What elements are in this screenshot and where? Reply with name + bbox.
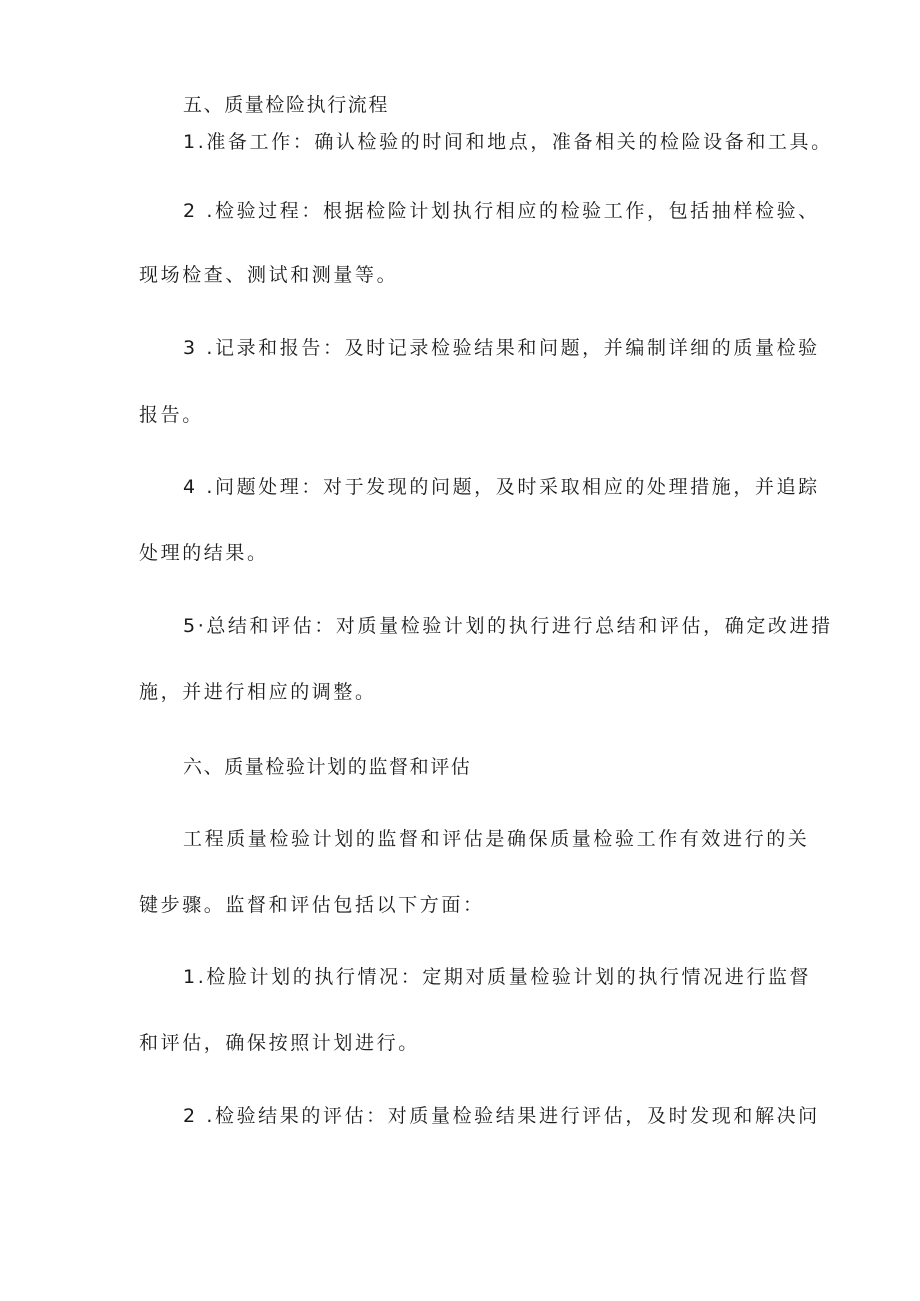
section-5-item-5-line-2: 施，并进行相应的调整。 [139, 681, 377, 703]
section-6-intro-line-1: 工程质量检验计划的监督和评估是确保质量检验工作有效进行的关 [183, 828, 810, 850]
section-5-item-1-line-1: 1.准备工作：确认检验的时间和地点，准备相关的检险设备和工具。 [183, 131, 833, 153]
section-5-item-2-line-1: 2 .检验过程：根据检险计划执行相应的检验工作，包括抽样检验、 [183, 200, 820, 222]
section-6-item-1-line-1: 1.检脸计划的执行情况：定期对质量检验计划的执行情况进行监督 [183, 966, 812, 988]
section-5-item-3-line-2: 报告。 [139, 404, 204, 426]
section-6-item-1-line-2: 和评估，确保按照计划进行。 [139, 1032, 420, 1054]
section-5-heading: 五、质量检险执行流程 [183, 94, 390, 116]
section-5-item-5-line-1: 5·总结和评估：对质量检验计划的执行进行总结和评估，确定改进措 [183, 615, 833, 637]
section-5-item-4-line-1: 4 .问题处理：对于发现的问题，及时采取相应的处理措施，并追踪 [183, 476, 820, 498]
section-6-item-2-line-1: 2 .检验结果的评估：对质量检验结果进行评估，及时发现和解决问 [183, 1105, 820, 1127]
section-5-item-4-line-2: 处理的结果。 [139, 542, 269, 564]
section-6-heading: 六、质量检验计划的监督和评估 [183, 756, 472, 778]
section-6-intro-line-2: 键步骤。监督和评估包括以下方面： [139, 894, 485, 916]
section-5-item-2-line-2: 现场检查、测试和测量等。 [139, 264, 399, 286]
section-5-item-3-line-1: 3 .记录和报告：及时记录检验结果和问题，并编制详细的质量检验 [183, 337, 820, 359]
